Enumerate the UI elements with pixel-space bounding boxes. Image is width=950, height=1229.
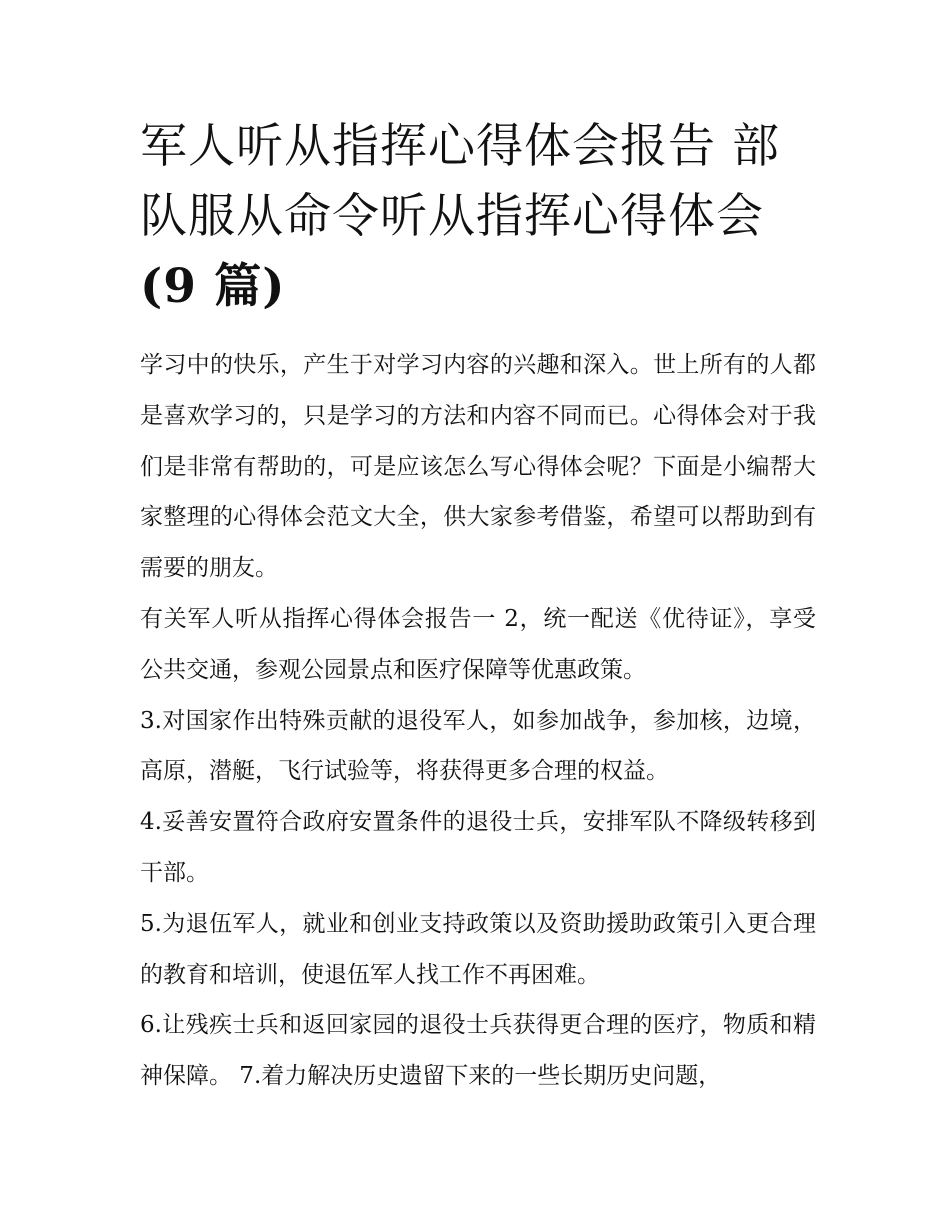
title-main: 军人听从指挥心得体会报告 部队服从命令听从指挥心得体会: [140, 119, 780, 244]
paragraph-item-5: 5.为退伍军人，就业和创业支持政策以及资助援助政策引入更合理的教育和培训，使退伍军人找工作不再困难。: [140, 910, 816, 988]
document-title: [140, 112, 816, 322]
intro-paragraph: 学习中的快乐，产生于对学习内容的兴趣和深入。世上所有的人都是喜欢学习的，只是学习的方法和内容不同而已。心得体会对于我们是非常有帮助的，可是应该怎么写心得体会呢？下面是小编帮大家整理的心得体会范文大全，供大家参考借鉴，希望可以帮助到有需要的朋友。: [140, 352, 816, 582]
paragraph-item-4: 4.妥善安置符合政府安置条件的退役士兵，安排军队不降级转移到干部。: [140, 809, 816, 886]
document-page: [140, 112, 816, 1102]
paragraph-item-3: 3.对国家作出特殊贡献的退役军人，如参加战争，参加核，边境，高原，潜艇，飞行试验等，将获得更多合理的权益。: [140, 707, 816, 785]
paragraph-item-6: 6.让残疾士兵和返回家园的退役士兵获得更合理的医疗，物质和精神保障。 7.着力解决历史遗留下来的一些长期历史问题，: [140, 1012, 816, 1090]
title-suffix: (9 篇): [140, 259, 286, 314]
paragraph-item-2: 有关军人听从指挥心得体会报告一 2，统一配送《优待证》，享受公共交通，参观公园景点和医疗保障等优惠政策。: [140, 605, 816, 683]
